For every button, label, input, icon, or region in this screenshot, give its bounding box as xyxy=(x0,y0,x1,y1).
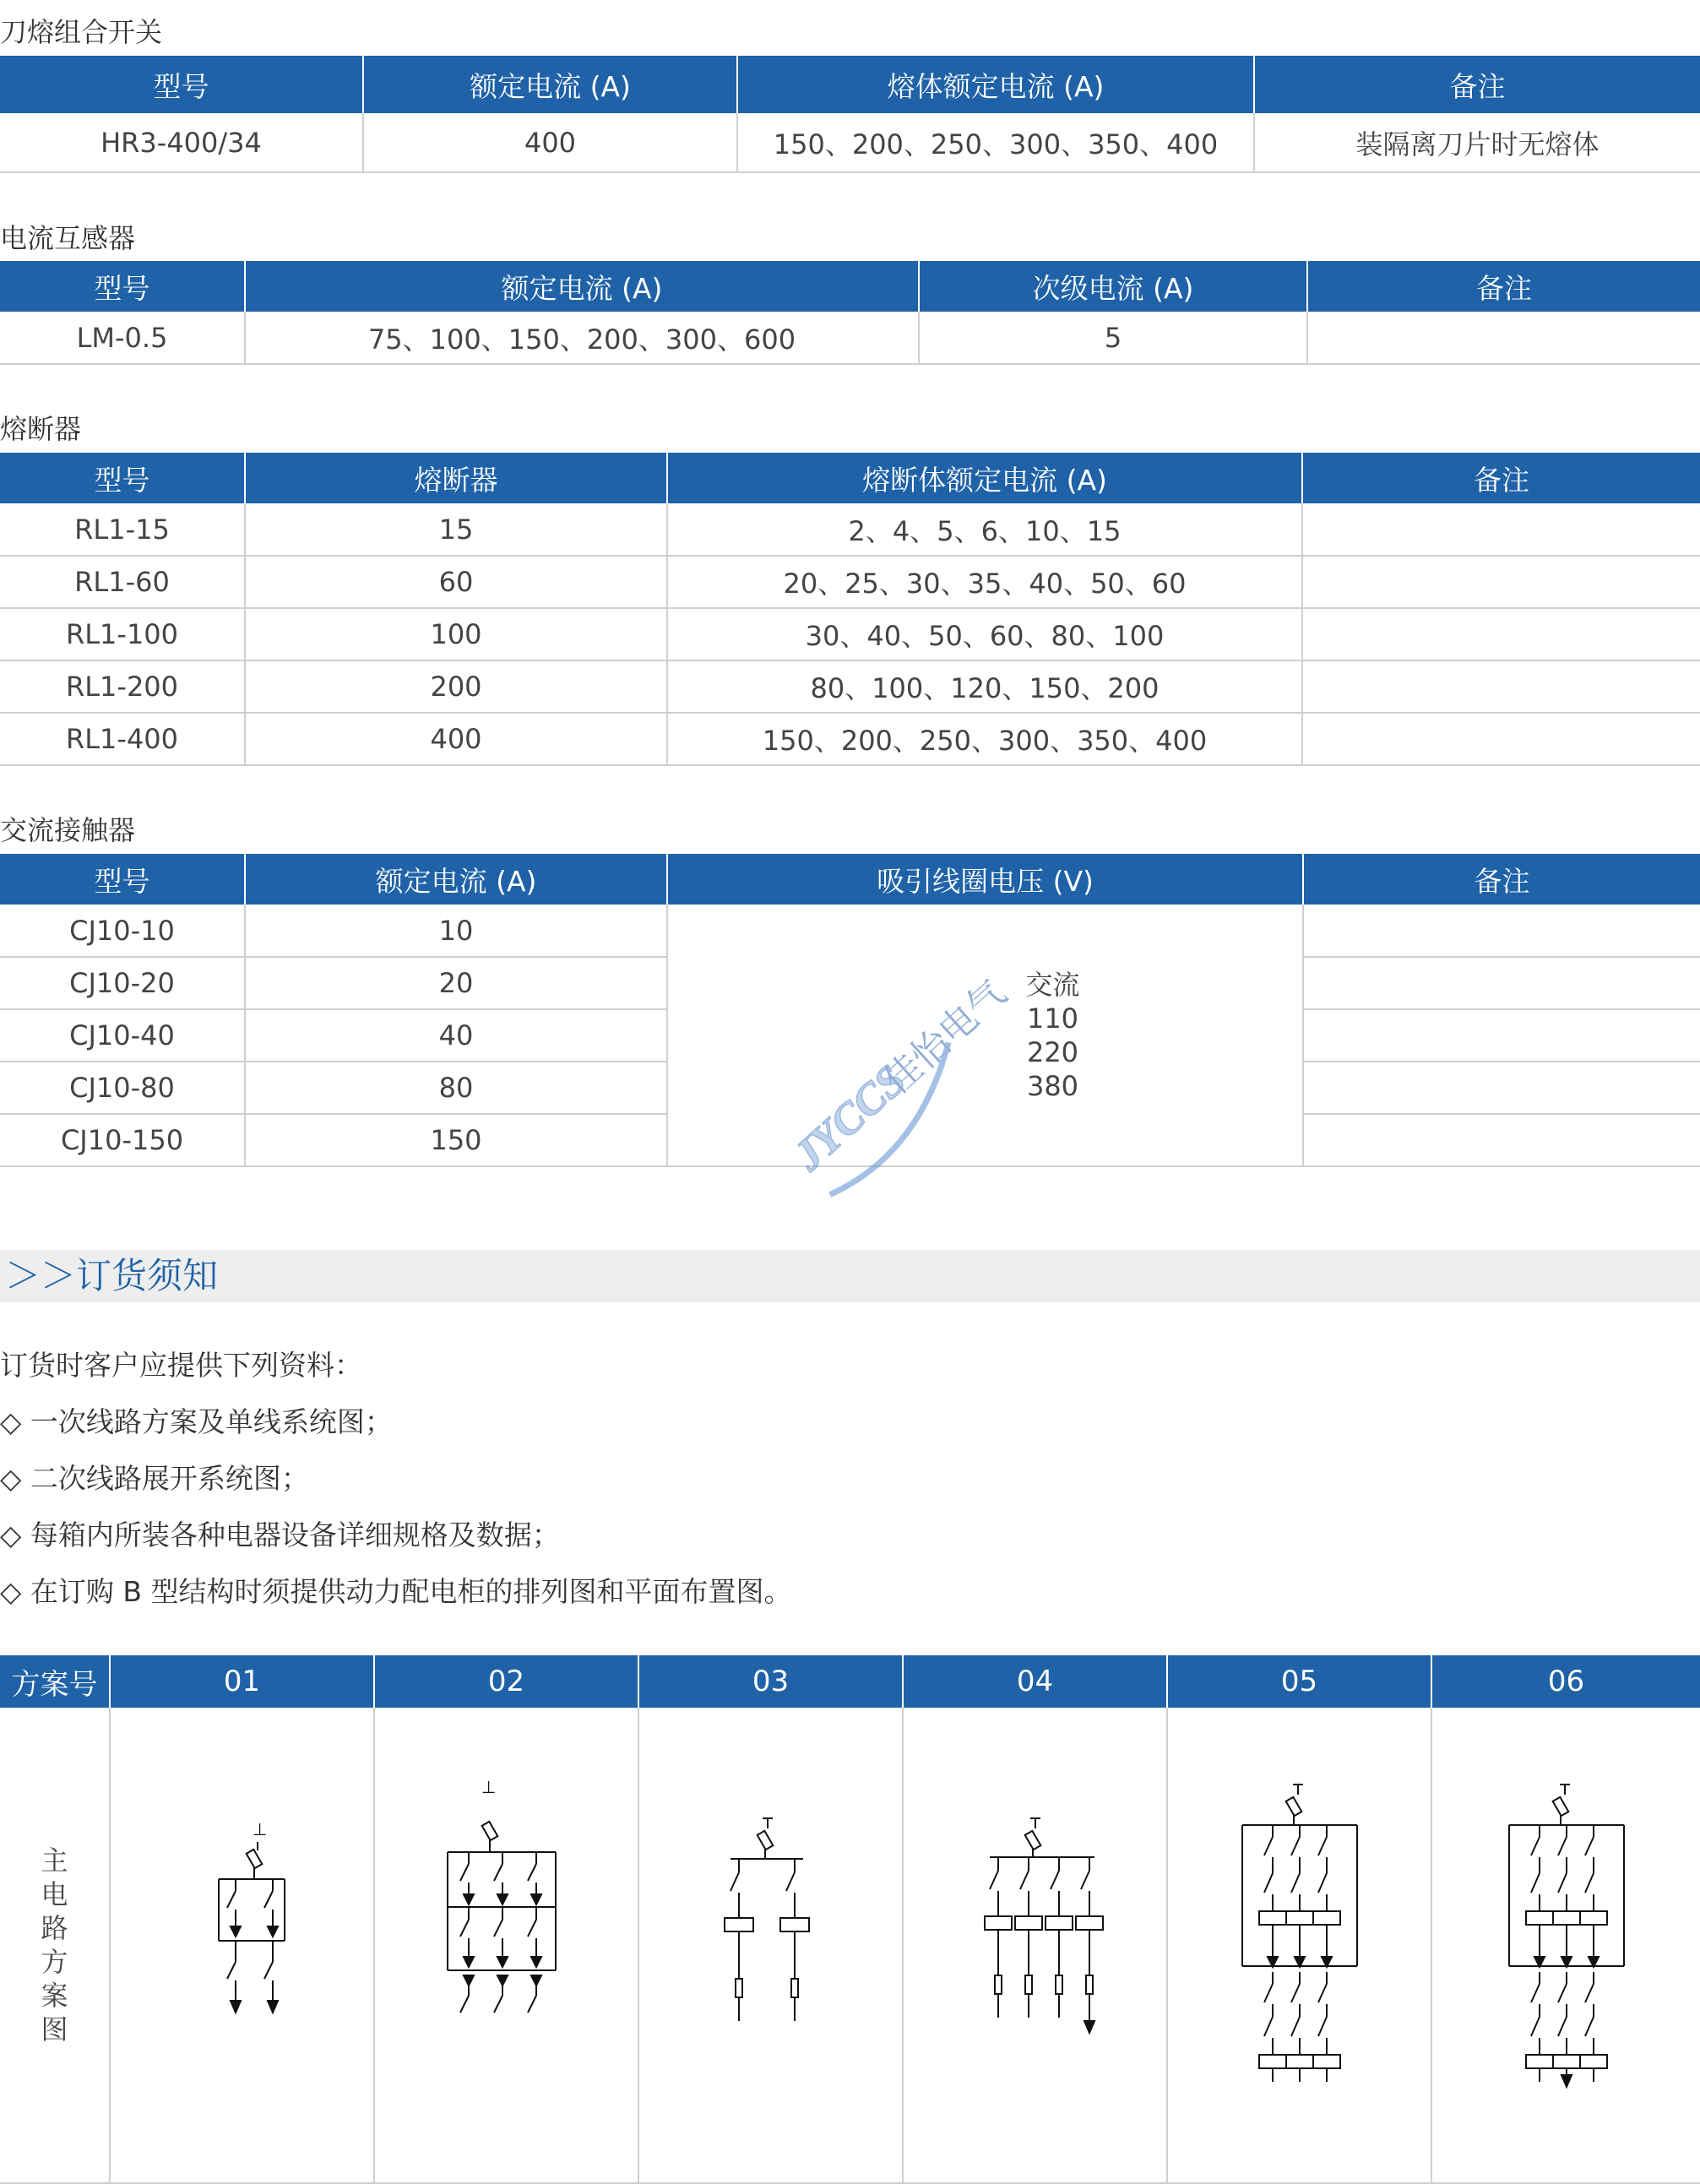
scheme-number-05: 05 xyxy=(1167,1655,1431,1708)
cell-model: RL1-15 xyxy=(0,503,245,556)
circuit-02-svg xyxy=(414,1759,600,2131)
cell-model: RL1-100 xyxy=(0,608,245,660)
col-header-remark: 备注 xyxy=(1302,453,1700,503)
circuit-diagram-03 xyxy=(638,1708,903,2183)
cell-rated-current: 150 xyxy=(245,1114,667,1166)
cell-remark xyxy=(1307,312,1700,364)
table-row xyxy=(0,556,1700,608)
cell-fuse: 100 xyxy=(245,608,667,660)
circuit-diagram-04 xyxy=(903,1708,1167,2183)
cell-fuse: 400 xyxy=(245,713,667,765)
scheme-table xyxy=(0,1655,1700,2184)
section-title-fuse-switch: 刀熔组合开关 xyxy=(0,16,163,48)
col-header-remark: 备注 xyxy=(1254,56,1700,113)
table-row xyxy=(0,113,1700,172)
section-title-current-transformer: 电流互感器 xyxy=(0,222,136,254)
cell-rated-current: 75、100、150、200、300、600 xyxy=(245,312,919,364)
scheme-number-04: 04 xyxy=(903,1655,1167,1708)
col-header-rated-current: 额定电流 (A) xyxy=(245,261,919,312)
cell-model: CJ10-40 xyxy=(0,1009,245,1062)
cell-rated-current: 400 xyxy=(363,113,737,172)
cell-remark xyxy=(1302,608,1700,660)
cell-rated-current: 80 xyxy=(245,1062,667,1114)
fuse-switch-table xyxy=(0,56,1700,173)
cell-remark xyxy=(1303,905,1700,957)
col-header-model: 型号 xyxy=(0,261,245,312)
cell-model: CJ10-10 xyxy=(0,905,245,957)
cell-fuse-element-current: 2、4、5、6、10、15 xyxy=(667,503,1302,556)
cell-fuse: 200 xyxy=(245,660,667,713)
cell-model: CJ10-80 xyxy=(0,1062,245,1114)
cell-model: LM-0.5 xyxy=(0,312,245,364)
watermark-company: 佳怡电气 xyxy=(875,971,1015,1103)
current-transformer-table xyxy=(0,261,1700,365)
col-header-remark: 备注 xyxy=(1307,261,1700,312)
col-header-rated-current: 额定电流 (A) xyxy=(245,854,667,905)
cell-fuse: 60 xyxy=(245,556,667,608)
cell-remark xyxy=(1302,713,1700,765)
order-item-2: ◇ 二次线路展开系统图； xyxy=(0,1462,309,1495)
cell-rated-current: 40 xyxy=(245,1009,667,1062)
cell-remark xyxy=(1302,556,1700,608)
cell-fuse-element-current: 30、40、50、60、80、100 xyxy=(667,608,1302,660)
svg-text:⊥: ⊥ xyxy=(252,1819,267,1839)
circuit-diagram-02 xyxy=(374,1708,638,2183)
fuse-table xyxy=(0,453,1700,766)
svg-text:⊥: ⊥ xyxy=(481,1777,496,1797)
order-item-3: ◇ 每箱内所装各种电器设备详细规格及数据； xyxy=(0,1518,560,1551)
table-row xyxy=(0,608,1700,660)
circuit-diagram-05 xyxy=(1167,1708,1431,2183)
cell-remark: 装隔离刀片时无熔体 xyxy=(1254,113,1700,172)
order-notes-header xyxy=(0,1250,1700,1302)
cell-fuse-element-current: 150、200、250、300、350、400 xyxy=(667,713,1302,765)
table-row xyxy=(0,660,1700,713)
table-row xyxy=(0,905,1700,957)
table-row xyxy=(0,713,1700,765)
section-title-ac-contactor: 交流接触器 xyxy=(0,814,136,846)
col-header-coil-voltage: 吸引线圈电压 (V) xyxy=(667,854,1303,905)
cell-rated-current: 10 xyxy=(245,905,667,957)
cell-remark xyxy=(1302,503,1700,556)
coil-voltage-110: 110 xyxy=(1026,1002,1079,1035)
cell-remark xyxy=(1302,660,1700,713)
scheme-number-01: 01 xyxy=(110,1655,374,1708)
col-header-rated-current: 额定电流 (A) xyxy=(363,56,737,113)
cell-coil-voltage xyxy=(667,905,1303,1166)
col-header-fuse: 熔断器 xyxy=(245,453,667,503)
cell-model: RL1-60 xyxy=(0,556,245,608)
col-header-fuse-element-current: 熔断体额定电流 (A) xyxy=(667,453,1302,503)
cell-secondary-current: 5 xyxy=(919,312,1307,364)
order-item-4: ◇ 在订购 B 型结构时须提供动力配电柜的排列图和平面布置图。 xyxy=(0,1575,792,1608)
cell-model: HR3-400/34 xyxy=(0,113,363,172)
table-row xyxy=(0,503,1700,556)
coil-voltage-220: 220 xyxy=(1026,1035,1079,1068)
table-row xyxy=(0,312,1700,364)
circuit-05-svg xyxy=(1198,1751,1401,2139)
cell-fuse: 15 xyxy=(245,503,667,556)
cell-model: CJ10-20 xyxy=(0,957,245,1009)
coil-voltage-380: 380 xyxy=(1026,1069,1079,1102)
col-header-secondary-current: 次级电流 (A) xyxy=(919,261,1307,312)
cell-remark xyxy=(1303,1009,1700,1062)
circuit-03-svg xyxy=(678,1768,864,2122)
watermark-logo-letters: JYCCS xyxy=(785,1056,915,1181)
branch xyxy=(985,1857,1012,2018)
circuit-diagram-06 xyxy=(1431,1708,1700,2183)
col-header-model: 型号 xyxy=(0,453,245,503)
cell-rated-current: 20 xyxy=(245,957,667,1009)
order-notes-title: ＞＞订货须知 xyxy=(5,1255,219,1296)
order-item-1: ◇ 一次线路方案及单线系统图； xyxy=(0,1405,393,1438)
scheme-row-label: 主电路方案图 xyxy=(41,1844,68,2045)
cell-fuse-element-current: 80、100、120、150、200 xyxy=(667,660,1302,713)
col-header-model: 型号 xyxy=(0,56,363,113)
cell-remark xyxy=(1303,1114,1700,1166)
cell-remark xyxy=(1303,1062,1700,1114)
cell-fuse-current: 150、200、250、300、350、400 xyxy=(737,113,1254,172)
coil-voltage-type: 交流 xyxy=(1025,968,1080,1001)
cell-model: CJ10-150 xyxy=(0,1114,245,1166)
scheme-header-label: 方案号 xyxy=(0,1655,110,1708)
col-header-model: 型号 xyxy=(0,854,245,905)
scheme-number-02: 02 xyxy=(374,1655,638,1708)
scheme-number-03: 03 xyxy=(638,1655,903,1708)
col-header-fuse-rated-current: 熔体额定电流 (A) xyxy=(737,56,1254,113)
circuit-diagram-01 xyxy=(110,1708,374,2183)
cell-remark xyxy=(1303,957,1700,1009)
scheme-number-06: 06 xyxy=(1431,1655,1700,1708)
scheme-row-label-cell xyxy=(0,1708,110,2183)
cell-model: RL1-400 xyxy=(0,713,245,765)
order-intro: 订货时客户应提供下列资料： xyxy=(0,1349,362,1382)
cell-fuse-element-current: 20、25、30、35、40、50、60 xyxy=(667,556,1302,608)
circuit-04-svg xyxy=(934,1768,1137,2122)
section-title-fuse: 熔断器 xyxy=(0,413,82,445)
circuit-06-svg xyxy=(1465,1751,1668,2139)
col-header-remark: 备注 xyxy=(1303,854,1700,905)
cell-model: RL1-200 xyxy=(0,660,245,713)
ac-contactor-table xyxy=(0,854,1700,1167)
circuit-01-svg xyxy=(158,1768,327,2122)
